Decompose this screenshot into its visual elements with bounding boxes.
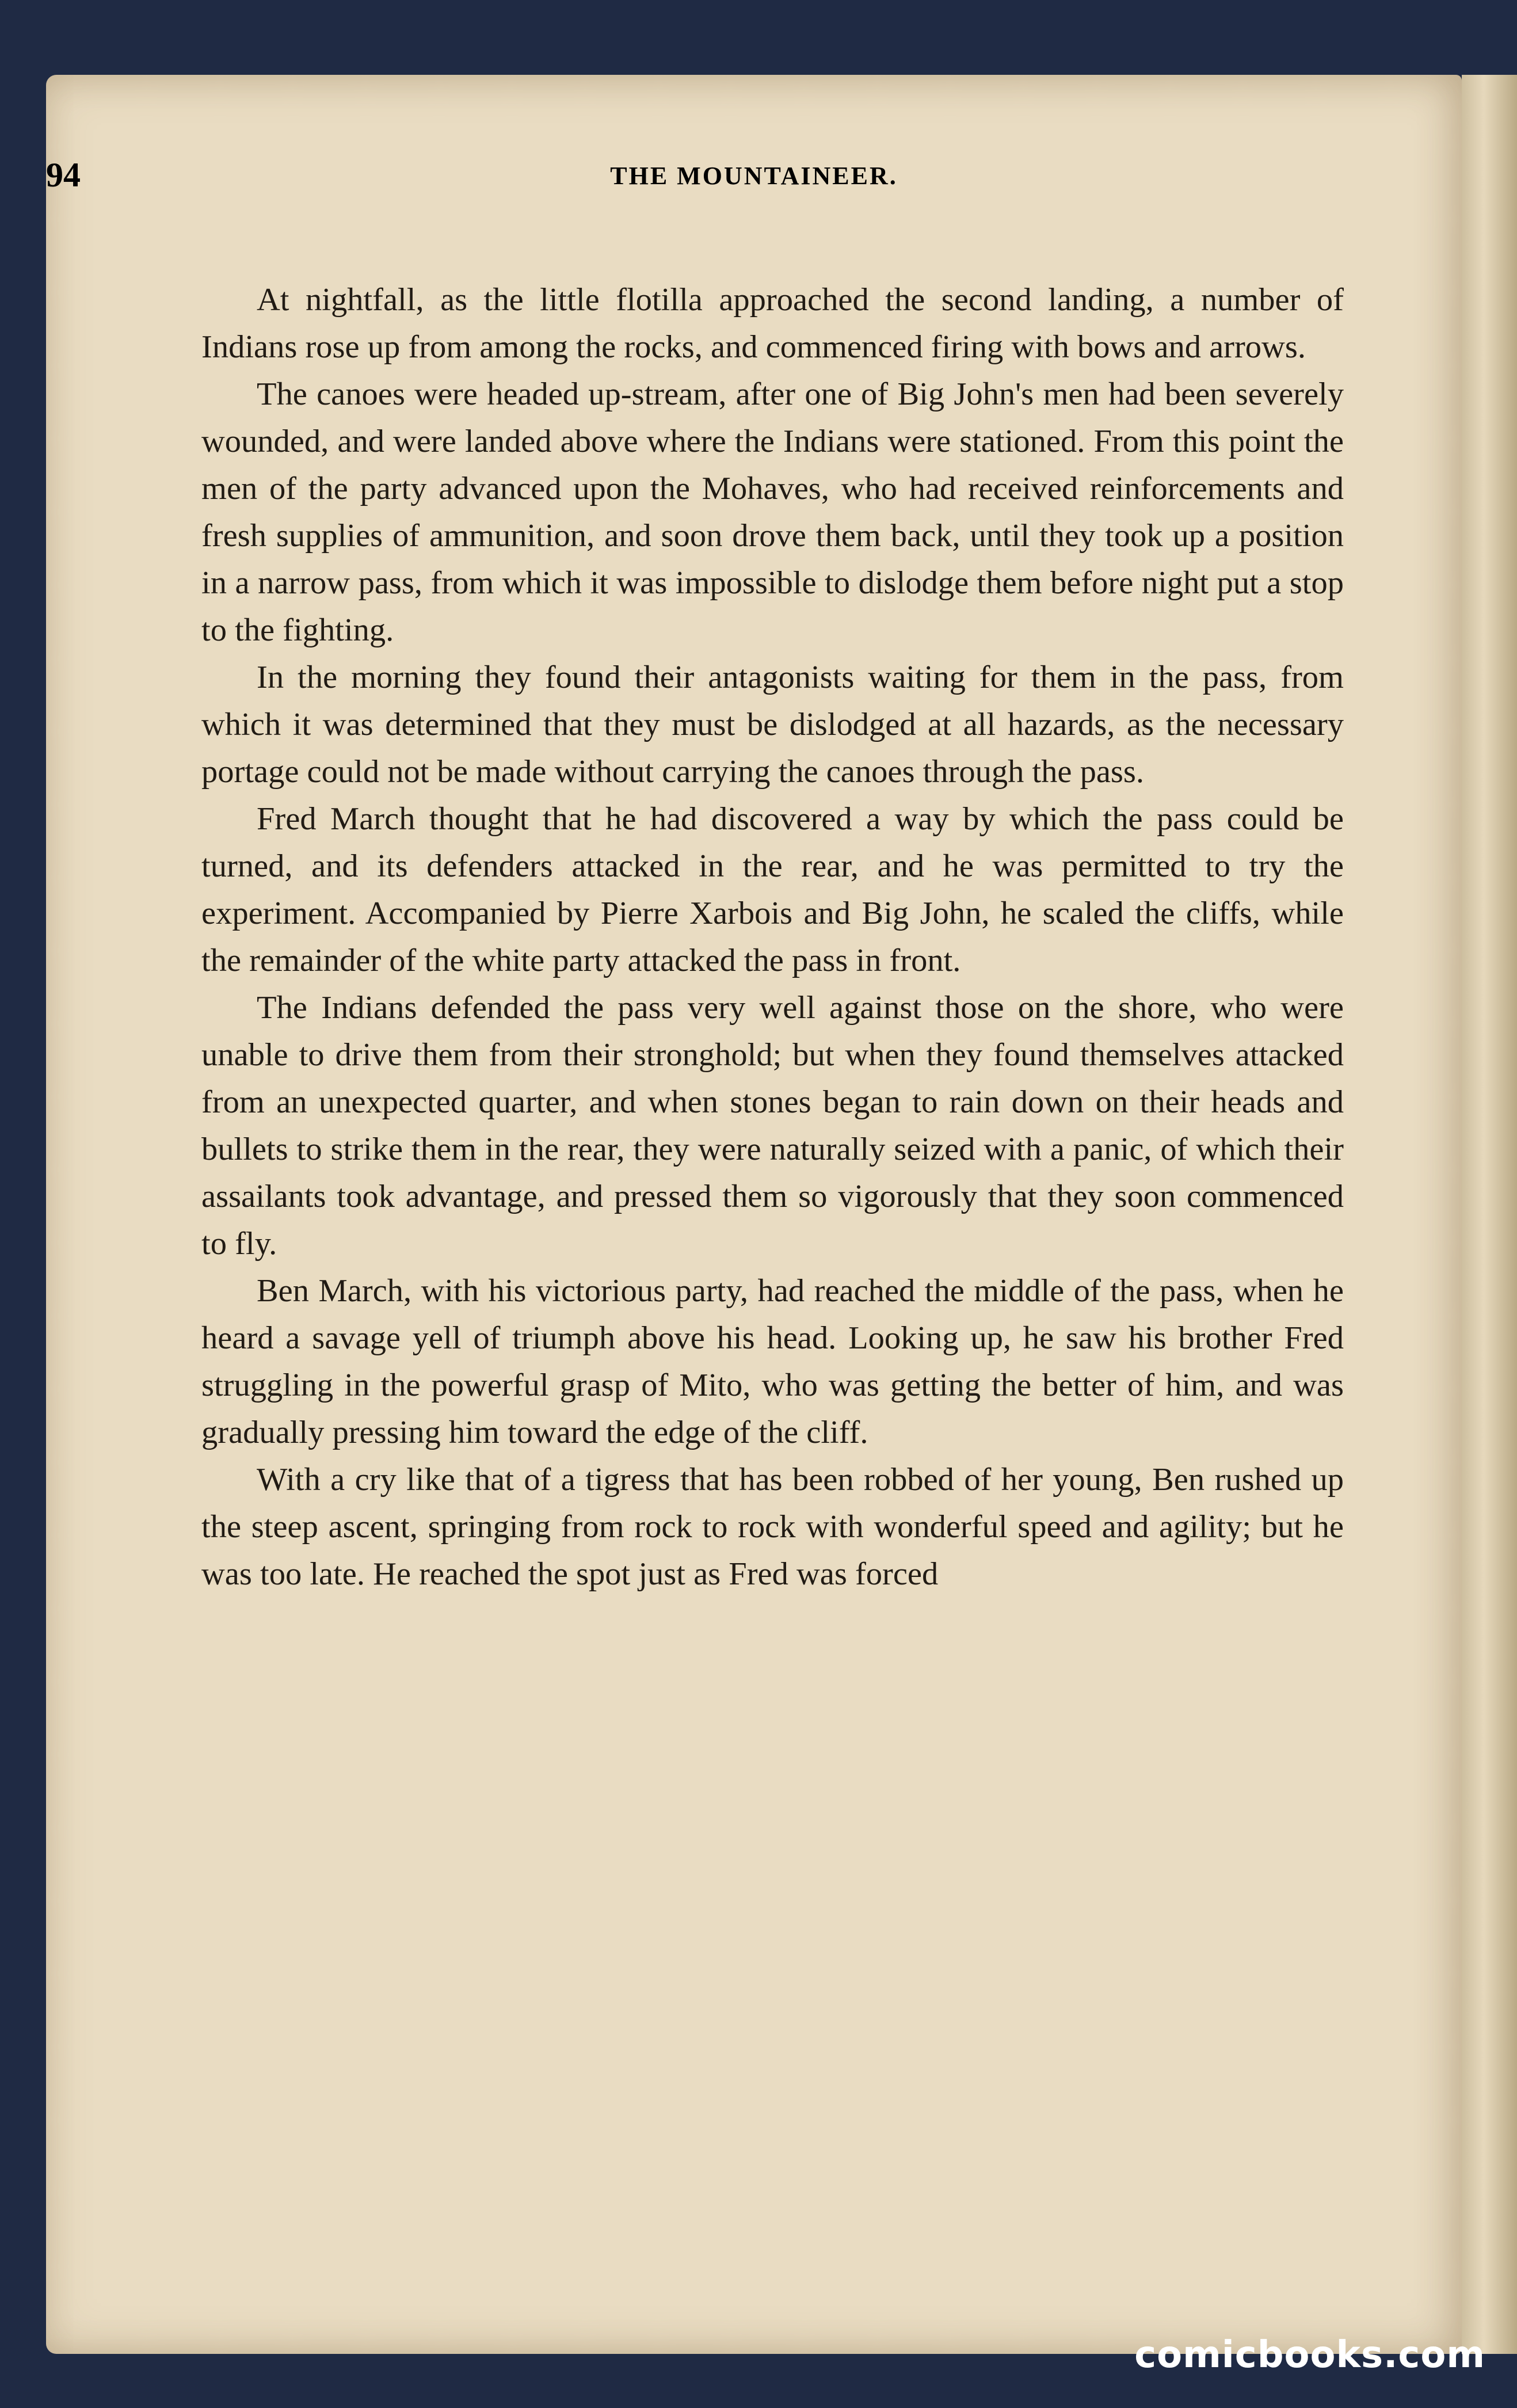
body-text — [201, 276, 1344, 1598]
paragraph: Fred March thought that he had discovered a way by which the pass could be turned, and its defenders attacked in the rear, and he was permitted to try the experiment. Accompanied by Pierre Xarbois and Big John, he scaled the cliffs, while the remainder of the white party attacked the pass in front. — [201, 801, 1344, 978]
page-edge — [1462, 75, 1517, 2354]
paragraph: In the morning they found their antagonists waiting for them in the pass, from which it was determined that they must be dislodged at all hazards, as the necessary portage could not be made without carrying the canoes through the pass. — [201, 660, 1344, 790]
paragraph: With a cry like that of a tigress that has been robbed of her young, Ben rushed up the steep ascent, springing from rock to rock with wonderful speed and agility; but he was too late. He reached the spot just as Fred was forced — [201, 1462, 1344, 1592]
page-number: 94 — [46, 156, 81, 194]
paragraph: At nightfall, as the little flotilla approached the second landing, a number of Indians rose up from among the rocks, and commenced firing with bows and arrows. — [201, 282, 1344, 365]
running-head: THE MOUNTAINEER. — [610, 162, 898, 190]
book-page — [46, 75, 1462, 2354]
watermark: comicbooks.com — [1134, 2334, 1485, 2376]
paragraph: Ben March, with his victorious party, had reached the middle of the pass, when he heard a savage yell of triumph above his head. Looking up, he saw his brother Fred struggling in the powerful grasp of Mito, who was getting the better of him, and was gradually pressing him toward the edge of the cliff. — [201, 1273, 1344, 1450]
paragraph: The Indians defended the pass very well against those on the shore, who were unable to drive them from their stronghold; but when they found themselves attacked from an unexpected quarter, and when stones began to rain down on their heads and bullets to strike them in the rear, they were naturally seized with a panic, of which their assailants took advantage, and pressed them so vigorously that they soon commenced to fly. — [201, 990, 1344, 1262]
paragraph: The canoes were headed up-stream, after one of Big John's men had been severely wounded, and were landed above where the Indians were stationed. From this point the men of the party advanced upon the Mohaves, who had received reinforcements and fresh supplies of ammunition, and soon drove them back, until they took up a position in a narrow pass, from which it was impossible to dislodge them before night put a stop to the fighting. — [201, 376, 1344, 648]
